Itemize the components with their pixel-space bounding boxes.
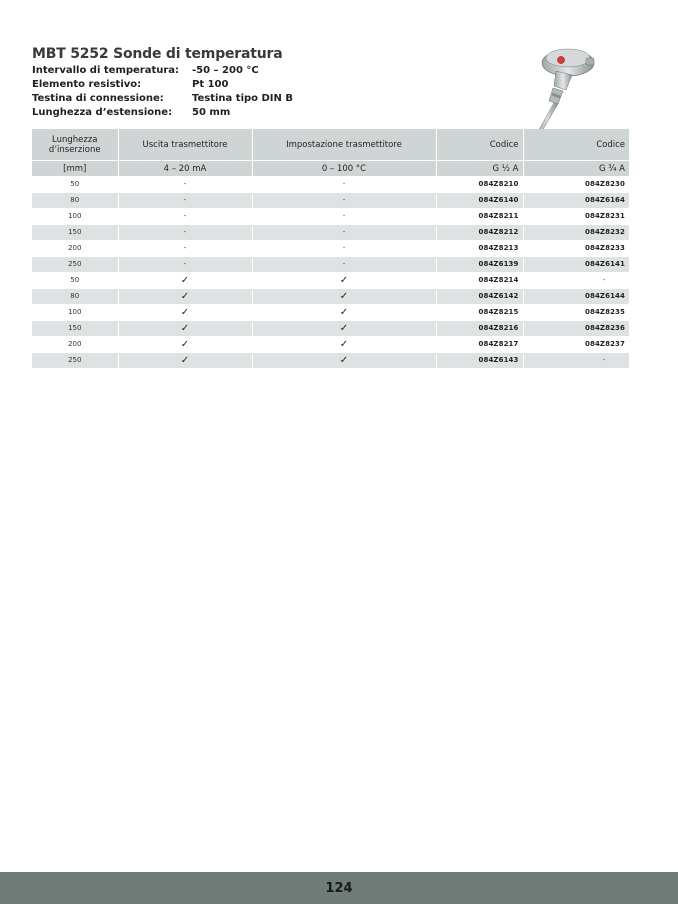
cell-code-half: 084Z8212 [436, 225, 523, 241]
cell-code-half: 084Z8216 [436, 321, 523, 337]
cell-output: ✓ [118, 321, 252, 337]
table-row [32, 289, 629, 305]
col-subheader-setting: 0 – 100 °C [252, 161, 436, 177]
cell-setting: - [252, 209, 436, 225]
spec-label: Intervallo di temperatura: [32, 65, 180, 76]
cell-code-three-quarter: - [523, 353, 629, 369]
spec-label: Lunghezza d’estensione: [32, 107, 173, 118]
table-row [32, 257, 629, 273]
cell-output: - [118, 177, 252, 193]
cell-setting: - [252, 177, 436, 193]
spec-row [32, 106, 293, 120]
cell-output: - [118, 241, 252, 257]
table-subheader-row [32, 161, 629, 177]
cell-output: - [118, 193, 252, 209]
cell-code-half: 084Z8217 [436, 337, 523, 353]
cell-length: 50 [32, 273, 118, 289]
cell-code-three-quarter: 084Z8237 [523, 337, 629, 353]
cell-setting: - [252, 257, 436, 273]
table-row [32, 209, 629, 225]
col-header-setting: Impostazione trasmettitore [252, 129, 436, 161]
cell-setting: - [252, 241, 436, 257]
cell-setting: ✓ [252, 353, 436, 369]
cell-setting: ✓ [252, 337, 436, 353]
col-subheader-code-three-quarter: G ¾ A [523, 161, 629, 177]
cell-code-three-quarter: 084Z8235 [523, 305, 629, 321]
spec-row [32, 64, 293, 78]
cell-length: 80 [32, 289, 118, 305]
spec-value: Testina tipo DIN B [192, 93, 293, 104]
cell-setting: - [252, 225, 436, 241]
cell-length: 100 [32, 209, 118, 225]
cell-code-three-quarter: 084Z8231 [523, 209, 629, 225]
cell-length: 80 [32, 193, 118, 209]
col-header-length: Lunghezza d’inserzione [32, 129, 118, 161]
table-row [32, 273, 629, 289]
col-header-code-three-quarter: Codice [523, 129, 629, 161]
cell-code-half: 084Z8214 [436, 273, 523, 289]
cell-setting: ✓ [252, 289, 436, 305]
cell-code-three-quarter: 084Z6144 [523, 289, 629, 305]
spec-row [32, 78, 293, 92]
spec-list [32, 64, 293, 120]
cell-code-half: 084Z6142 [436, 289, 523, 305]
cell-length: 150 [32, 321, 118, 337]
table-row [32, 225, 629, 241]
cell-output: - [118, 257, 252, 273]
table-row [32, 193, 629, 209]
cell-length: 200 [32, 337, 118, 353]
cell-code-half: 084Z6143 [436, 353, 523, 369]
cell-length: 150 [32, 225, 118, 241]
cell-length: 250 [32, 353, 118, 369]
col-header-output: Uscita trasmettitore [118, 129, 252, 161]
col-subheader-code-half: G ½ A [436, 161, 523, 177]
cell-output: ✓ [118, 305, 252, 321]
cell-setting: ✓ [252, 273, 436, 289]
temperature-probe-image [526, 46, 606, 140]
cell-length: 100 [32, 305, 118, 321]
col-subheader-output: 4 – 20 mA [118, 161, 252, 177]
cell-output: ✓ [118, 353, 252, 369]
cell-code-half: 084Z8215 [436, 305, 523, 321]
spec-label: Testina di connessione: [32, 93, 164, 104]
cell-code-half: 084Z8210 [436, 177, 523, 193]
cell-length: 200 [32, 241, 118, 257]
cell-length: 250 [32, 257, 118, 273]
cell-output: - [118, 209, 252, 225]
probe-head [542, 49, 594, 90]
cell-output: ✓ [118, 273, 252, 289]
spec-row [32, 92, 293, 106]
table-row [32, 337, 629, 353]
cell-code-three-quarter: 084Z8236 [523, 321, 629, 337]
cell-code-three-quarter: 084Z8230 [523, 177, 629, 193]
col-header-code-half: Codice [436, 129, 523, 161]
col-subheader-length: [mm] [32, 161, 118, 177]
cell-code-three-quarter: - [523, 273, 629, 289]
cell-code-half: 084Z6139 [436, 257, 523, 273]
spec-value: -50 – 200 °C [192, 65, 259, 76]
cell-code-three-quarter: 084Z6164 [523, 193, 629, 209]
cell-code-three-quarter: 084Z6141 [523, 257, 629, 273]
page-title: MBT 5252 Sonde di temperatura [32, 46, 283, 62]
spec-value: 50 mm [192, 107, 231, 118]
table-row [32, 353, 629, 369]
page-footer [0, 872, 678, 904]
page-number: 124 [325, 880, 353, 896]
cell-setting: ✓ [252, 305, 436, 321]
table-row [32, 321, 629, 337]
cell-code-half: 084Z8213 [436, 241, 523, 257]
table-row [32, 305, 629, 321]
cell-output: - [118, 225, 252, 241]
cell-code-half: 084Z8211 [436, 209, 523, 225]
spec-label: Elemento resistivo: [32, 79, 142, 90]
table-row [32, 241, 629, 257]
cell-code-three-quarter: 084Z8233 [523, 241, 629, 257]
cell-setting: - [252, 193, 436, 209]
cell-length: 50 [32, 177, 118, 193]
cell-output: ✓ [118, 337, 252, 353]
order-code-table [32, 129, 629, 368]
table-row [32, 177, 629, 193]
cell-code-half: 084Z6140 [436, 193, 523, 209]
table-header-row [32, 129, 629, 161]
spec-value: Pt 100 [192, 79, 229, 90]
cell-output: ✓ [118, 289, 252, 305]
probe-fitting [549, 88, 563, 104]
cell-code-three-quarter: 084Z8232 [523, 225, 629, 241]
cell-setting: ✓ [252, 321, 436, 337]
